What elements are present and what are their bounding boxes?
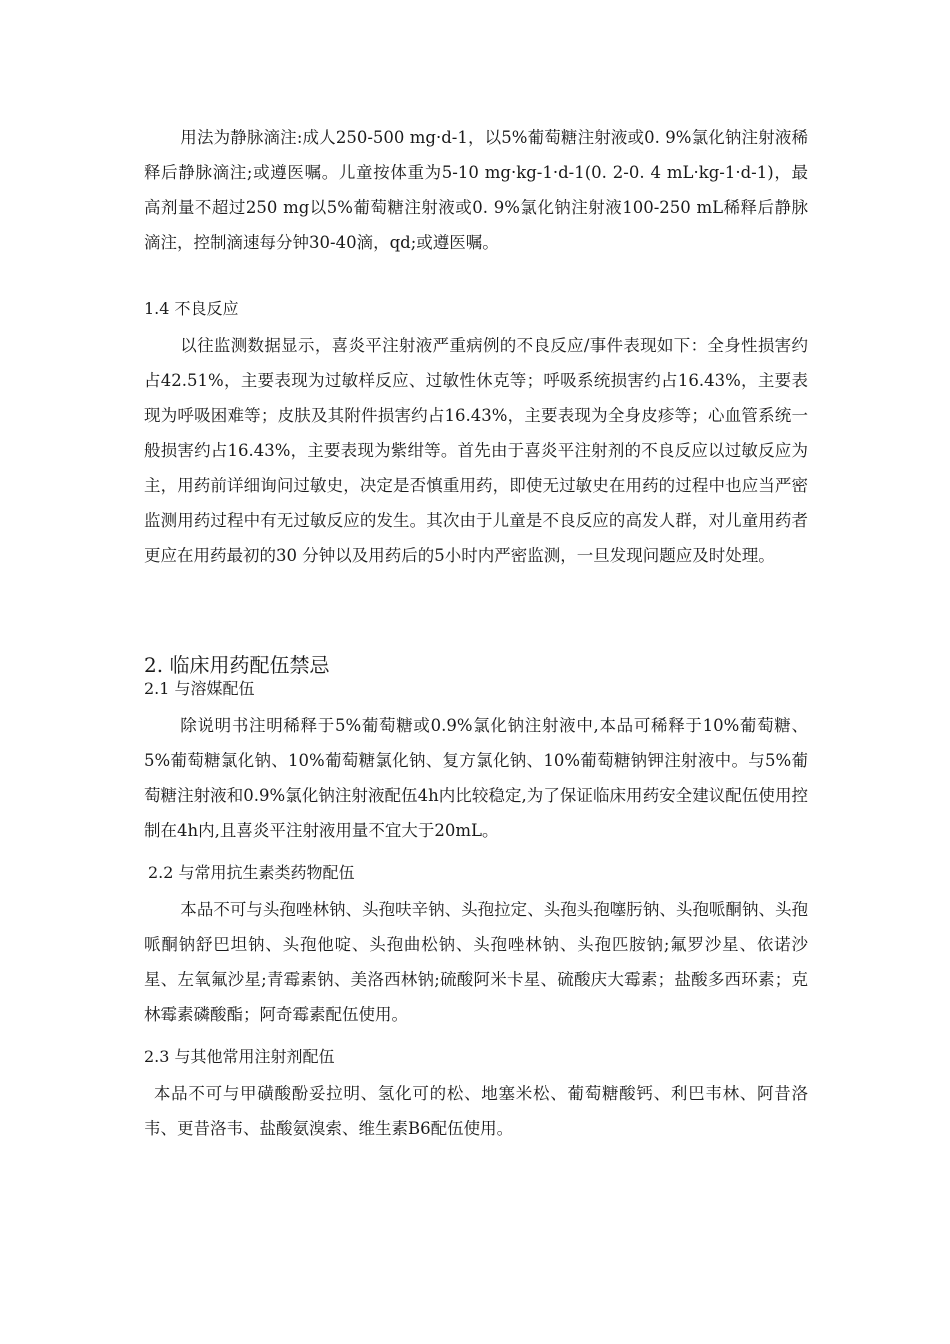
usage-paragraph: 用法为静脉滴注:成人250-500 mg·d-1，以5%葡萄糖注射液或0. 9%氯化钠注射液稀释后静脉滴注;或遵医嘱。儿童按体重为5-10 mg·kg-1·d-1(0. 2-0. 4 mL·kg-1·d-1)，最高剂量不超过250 mg以5%葡萄糖注射液或0. 9%氯化钠注射液100-250 mL稀释后静脉滴注，控制滴速每分钟30-40滴，qd;或遵医嘱。 [144,128,808,252]
section-heading-2: 2. 临床用药配伍禁忌 [144,653,330,677]
other-injection-compatibility-paragraph: 本品不可与甲磺酸酚妥拉明、氢化可的松、地塞米松、葡萄糖酸钙、利巴韦林、阿昔洛韦、更昔洛韦、盐酸氨溴索、维生素B6配伍使用。 [144,1084,808,1138]
adverse-reaction-paragraph: 以往监测数据显示，喜炎平注射液严重病例的不良反应/事件表现如下：全身性损害约占42.51%，主要表现为过敏样反应、过敏性休克等；呼吸系统损害约占16.43%，主要表现为呼吸困难等；皮肤及其附件损害约占16.43%，主要表现为全身皮疹等；心血管系统一般损害约占16.43%，主要表现为紫绀等。首先由于喜炎平注射剂的不良反应以过敏反应为主，用药前详细询问过敏史，决定是否慎重用药，即使无过敏史在用药的过程中也应当严密监测用药过程中有无过敏反应的发生。其次由于儿童是不良反应的高发人群，对儿童用药者更应在用药最初的30 分钟以及用药后的5小时内严密监测，一旦发现问题应及时处理。 [144,336,808,565]
antibiotic-compatibility-paragraph: 本品不可与头孢唑林钠、头孢呋辛钠、头孢拉定、头孢头孢噻肟钠、头孢哌酮钠、头孢哌酮钠舒巴坦钠、头孢他啶、头孢曲松钠、头孢唑林钠、头孢匹胺钠;氟罗沙星、依诺沙星、左氧氟沙星;青霉素钠、美洛西林钠;硫酸阿米卡星、硫酸庆大霉素；盐酸多西环素；克林霉素磷酸酯；阿奇霉素配伍使用。 [144,900,808,1024]
section-heading-1-4: 1.4 不良反应 [144,299,239,318]
section-heading-2-1: 2.1 与溶媒配伍 [144,679,255,698]
solvent-compatibility-paragraph: 除说明书注明稀释于5%葡萄糖或0.9%氯化钠注射液中,本品可稀释于10%葡萄糖、5%葡萄糖氯化钠、10%葡萄糖氯化钠、复方氯化钠、10%葡萄糖钠钾注射液中。与5%葡萄糖注射液和0.9%氯化钠注射液配伍4h内比较稳定,为了保证临床用药安全建议配伍使用控制在4h内,且喜炎平注射液用量不宜大于20mL。 [144,716,808,840]
section-heading-2-3: 2.3 与其他常用注射剂配伍 [144,1047,335,1066]
section-heading-2-2: 2.2 与常用抗生素类药物配伍 [148,863,355,882]
